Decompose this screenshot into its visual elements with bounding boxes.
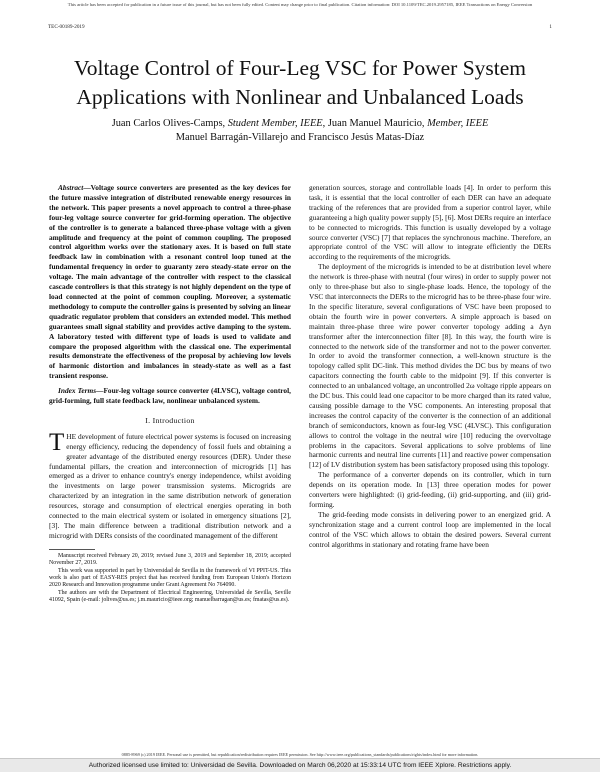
author-block bbox=[30, 117, 570, 144]
footnote-funding: This work was supported in part by Universidad de Sevilla in the framework of VI PPIT-US. This work is also part of EASY-RES project that has received funding from European Union's Horizon 2020 Research and Innovation programme under Grant Agreement No 764090. bbox=[49, 567, 291, 589]
index-terms-label: Index Terms bbox=[58, 386, 97, 396]
abstract-label: Abstract bbox=[58, 183, 84, 192]
paper-title: Voltage Control of Four-Leg VSC for Power System Applications with Nonlinear and Unbalanced Loads bbox=[73, 56, 527, 109]
footnote-manuscript-dates: Manuscript received February 20, 2019; revised June 3, 2019 and September 18, 2019; accepted November 27, 2019. bbox=[49, 552, 291, 567]
author-line-1 bbox=[30, 117, 570, 131]
copyright-notice: 0885-8969 (c) 2019 IEEE. Personal use is permitted, but republication/redistribution requires IEEE permission. See http://www.ieee.org/publications_standards/publications/rights/index.html for more information. bbox=[121, 752, 479, 757]
right-column bbox=[309, 183, 551, 550]
body-paragraph: The grid-feeding mode consists in delivering power to an energized grid. A synchronization stage and a current control loop are implemented in the local control of the VSC which allows to obtain the desired powers. Several current control algorithms in stationary and rotating frame have been bbox=[309, 509, 551, 549]
intro-paragraph bbox=[49, 428, 291, 541]
intro-paragraph-text: HE development of future electrical power systems is focused on increasing energy efficiency, reducing the dependency of fossil fuels and obtaining a greater advantage of the distributed energy resources (DER). Under these fundamental pillars, the creation and interconnection of microgrids [1] has emerged as a driver to enhance country's energy independence, whilst avoiding the investments on large power transmission systems. Microgrids are characterized by an integration in the same distribution network of generation resources, storage and consumption of electrical energies operating in both connected to the main electrical system or isolated in emergency situations [2], [3]. The main difference between a traditional distribution network and a microgrid with DERs consists of the coordinated management of the different bbox=[49, 431, 291, 540]
drop-cap-letter: T bbox=[49, 428, 65, 456]
author-line-2: Manuel Barragán-Villarejo and Francisco Jesús Matas-Díaz bbox=[175, 131, 425, 143]
footnote-divider bbox=[49, 549, 95, 550]
license-bar: Authorized licensed use limited to: Universidad de Sevilla. Downloaded on March 06,2020 at 15:33:14 UTC from IEEE Xplore. Restrictions apply. bbox=[0, 758, 600, 772]
abstract bbox=[49, 183, 291, 381]
section-heading-introduction: I. Introduction bbox=[145, 415, 195, 425]
footnote-affiliation: The authors are with the Department of Electrical Engineering, Universidad de Sevilla, Seville 41092, Spain (e-mail: jolives@us.es; j.m.mauricio@ieee.org; manuelbarragan@us.es; fmatas@us.es). bbox=[49, 589, 291, 604]
footnotes bbox=[49, 553, 291, 605]
body-paragraph: generation sources, storage and controllable loads [4]. In order to perform this task, it is essential that the local controller of each DER can have an adequate tracking of the references that are provided from a superior control layer, while guaranteeing a high quality power supply [5], [6]. Most DERs require an interface to be connected to microgrids. This function is usually developed by a voltage source converter (VSC) [7] that replaces the synchronous machine. Therefore, an appropriate control of the VSC will allow to integrate efficiently the DERs according to the requirements of the microgrids. bbox=[309, 183, 551, 262]
author-name: , Juan Manuel Mauricio, bbox=[322, 118, 428, 129]
abstract-text: —Voltage source converters are presented as the key devices for the future massive integration of distributed renewable energy resources in the network. This paper presents a novel approach to control a three-phase four-leg voltage source converter for grid-forming operation. The objective of the controller is to generate a balanced three-phase voltage with a given amplitude and frequency at the point of common coupling. The proposed control algorithm works over the stationary axes. It is based on full state feedback law in combination with a resonant control loop tuned at the fundamental frequency in order to guaranty zero steady-state error on the voltage. The main advantage of the controller with respect to the classical cascade controllers is that this strategy is not highly dependent on the type of load connected at the point of common coupling. Moreover, a systematic methodology to compute the controller gains is presented by solving an linear quadratic regulator problem that considers an extended model. This method guarantees small signal stability and provides active damping to the system. A laboratory tested with different type of loads is used to validate and compare the proposed algorithm with the classical one. The experimental results demonstrate the effectiveness of the proposal by achieving low levels of harmonic distortion and imbalances in steady-state as well as a fast transient response. bbox=[49, 183, 291, 381]
index-terms-text: —Four-leg voltage source converter (4LVSC), voltage control, grid-forming, full state feedback law, nonlinear unbalanced system. bbox=[49, 386, 291, 406]
author-membership: Member, IEEE bbox=[427, 118, 489, 129]
journal-notice: This article has been accepted for publication in a future issue of this journal, but has not been fully edited. Content may change prior to final publication. Citation information: DOI 10.1109/TEC.2019.2957185, IEEE Transactions on Energy Conversion bbox=[67, 2, 533, 7]
body-paragraph: The performance of a converter depends on its controller, which in turn depends on its operation mode. In [13] three operation modes for power converters were highlighted: (i) grid-feeding, (ii) grid-supporting, and (iii) grid-forming. bbox=[309, 470, 551, 509]
body-paragraph: The deployment of the microgrids is intended to be at distribution level where the network is three-phase with neutral (four wires) in order to supply power not only to three-phase but also to single-phase loads. Hence, the topology of the VSC that interconnects the DERs to the microgrid has to be three-phase four wire. In the specific literature, several configurations of VSC have been proposed to obtain the fourth wire in power converters. A simple approach is based on maintain three-phase three wire power converter topology adding a Δyn transformer after the interconnection filter [8]. In this way, the fourth wire is connected to the network side of the transformer and not to the power converter. In order to avoid the transformer connection, a well-known structure is the topology called split DC-link. This method divides the DC bus by means of two capacitors connecting the fourth cable to the midpoint [9]. If this converter is connected to an unbalanced voltage, an uncontrolled 2ω voltage ripple appears on the DC bus. This could lead one capacitor to be more charged than its rated value, causing possible damage to the VSC components. An interesting proposal that increases the control capacity of the converter is the connection of an additional branch of semiconductors, known as four-leg VSC (4LVSC). This configuration allows to control the voltage in the neutral wire [10] reducing the overvoltage problems in the capacitors. Several applications to solve problems of line harmonic currents and neutral line currents [11] and reactive power compensation [12] of LV distribution system has been satisfactory proposed using this topology. bbox=[309, 262, 551, 470]
page-number: 1 bbox=[549, 24, 552, 30]
left-column bbox=[49, 183, 291, 605]
article-id: TEC-00189-2019 bbox=[48, 24, 85, 30]
author-name: Juan Carlos Olives-Camps, bbox=[111, 118, 228, 129]
author-membership: Student Member, IEEE bbox=[227, 118, 323, 129]
index-terms bbox=[49, 386, 291, 406]
